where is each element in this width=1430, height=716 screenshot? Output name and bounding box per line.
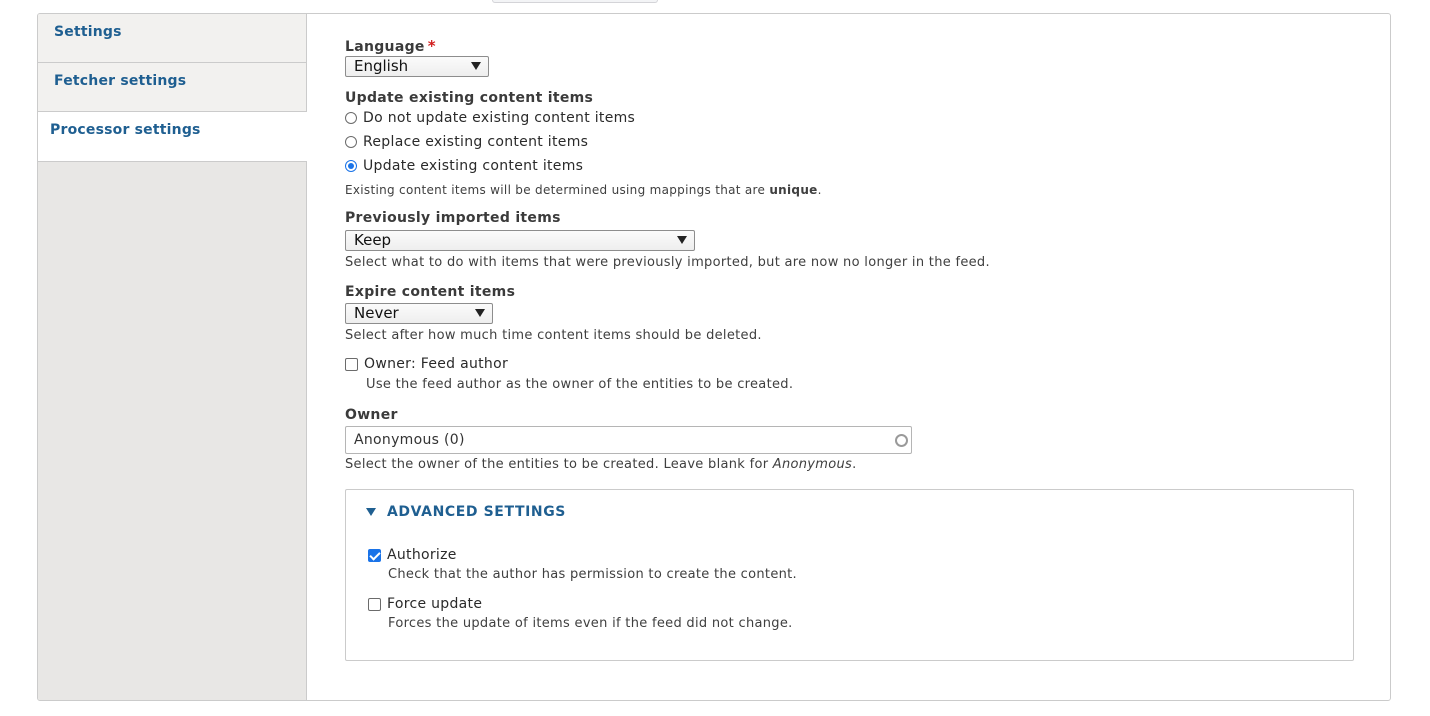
top-tab-fragment xyxy=(492,0,658,3)
vertical-tabs-menu xyxy=(38,14,307,700)
desc-em-text: Anonymous xyxy=(772,457,853,472)
language-select-value: English xyxy=(354,57,409,75)
required-mark: * xyxy=(427,37,436,55)
owner-label: Owner xyxy=(345,407,398,423)
owner-autocomplete-input[interactable] xyxy=(345,426,912,454)
previously-imported-select[interactable] xyxy=(345,230,695,251)
force-update-description: Forces the update of items even if the feed did not change. xyxy=(388,616,793,631)
tab-fetcher-settings[interactable]: Fetcher settings xyxy=(38,63,306,112)
force-update-checkbox-row[interactable] xyxy=(368,596,482,612)
tab-settings[interactable]: Settings xyxy=(38,14,306,63)
desc-text: Select the owner of the entities to be created. Leave blank for xyxy=(345,457,773,472)
authorize-checkbox-row[interactable] xyxy=(368,547,457,563)
checkbox[interactable] xyxy=(368,598,381,611)
checkbox-label: Force update xyxy=(387,596,483,612)
desc-end: . xyxy=(852,457,857,472)
expire-label: Expire content items xyxy=(345,284,516,300)
advanced-settings-title: ADVANCED SETTINGS xyxy=(387,504,566,520)
previously-imported-label: Previously imported items xyxy=(345,210,561,226)
checkbox-label: Owner: Feed author xyxy=(364,356,509,372)
desc-bold-text: unique xyxy=(769,183,818,197)
authorize-description: Check that the author has permission to create the content. xyxy=(388,567,797,582)
language-select[interactable] xyxy=(345,56,489,77)
processor-settings-pane xyxy=(307,13,1391,701)
owner-feed-author-description: Use the feed author as the owner of the entities to be created. xyxy=(366,377,794,392)
expire-select[interactable] xyxy=(345,303,493,324)
language-label-text: Language xyxy=(345,39,425,55)
previously-imported-description: Select what to do with items that were previously imported, but are now no longer in the feed. xyxy=(345,255,990,270)
radio-update-existing[interactable] xyxy=(345,158,583,174)
radio-label: Do not update existing content items xyxy=(363,110,636,126)
checkbox[interactable] xyxy=(345,358,358,371)
update-existing-label: Update existing content items xyxy=(345,90,594,106)
tab-processor-settings[interactable]: Processor settings xyxy=(38,112,307,162)
chevron-down-icon xyxy=(475,309,485,317)
autocomplete-throbber-icon xyxy=(895,434,908,447)
checkbox-checked[interactable] xyxy=(368,549,381,562)
radio-button-selected[interactable] xyxy=(345,160,357,172)
owner-feed-author-checkbox-row[interactable] xyxy=(345,356,508,372)
radio-replace-existing[interactable] xyxy=(345,134,588,150)
radio-label: Update existing content items xyxy=(363,158,584,174)
chevron-down-icon xyxy=(677,236,687,244)
owner-input-value: Anonymous (0) xyxy=(354,432,465,448)
language-label xyxy=(345,37,436,55)
advanced-settings-summary[interactable] xyxy=(366,504,566,520)
desc-end: . xyxy=(817,183,822,197)
expire-value: Never xyxy=(354,304,399,322)
owner-description xyxy=(345,457,857,472)
checkbox-label: Authorize xyxy=(387,547,457,563)
previously-imported-value: Keep xyxy=(354,231,392,249)
desc-text: Existing content items will be determined using mappings that are xyxy=(345,183,770,197)
radio-do-not-update[interactable] xyxy=(345,110,635,126)
expire-description: Select after how much time content items should be deleted. xyxy=(345,328,762,343)
radio-button[interactable] xyxy=(345,112,357,124)
advanced-settings-details xyxy=(345,489,1354,661)
update-existing-description xyxy=(345,183,822,197)
radio-button[interactable] xyxy=(345,136,357,148)
radio-label: Replace existing content items xyxy=(363,134,589,150)
triangle-down-icon xyxy=(366,508,376,516)
chevron-down-icon xyxy=(471,62,481,70)
